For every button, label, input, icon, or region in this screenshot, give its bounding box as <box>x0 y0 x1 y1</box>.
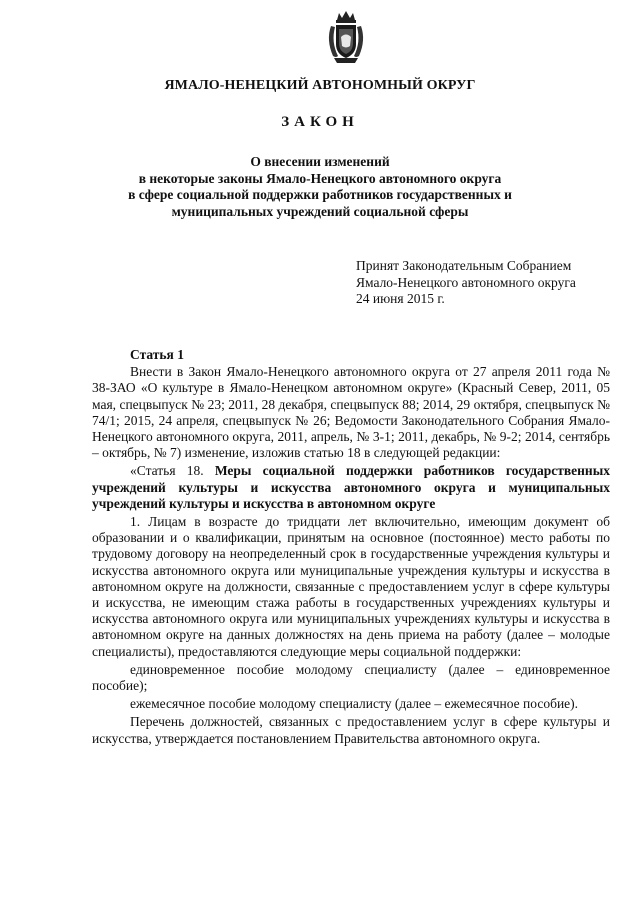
paragraph-4: Перечень должностей, связанных с предоставлением услуг в сфере культуры и искусства, утверждается постановлением Правительства автономного округа. <box>92 714 610 746</box>
document-type-title: ЗАКОН <box>281 114 359 130</box>
subject-line: О внесении изменений <box>250 154 390 169</box>
paragraph-intro: Внести в Закон Ямало-Ненецкого автономного округа от 27 апреля 2011 года № 38-ЗАО «О культуре в Ямало-Ненецком автономном округе» (Красный Север, 2011, 05 мая, спецвыпуск № 23; 2011, 28 декабря, спецвыпуск 88; 2014, 29 октября, спецвыпуск № 74/1; 2015, 24 апреля, спецвыпуск № 26; Ведомости Законодательного Собрания Ямало-Ненецкого автономного округа, 2011, апрель, № 3-1; 2011, декабрь, № 9-2; 2014, сентябрь – октябрь, № 7) изменение, изложив статью 18 в следующей редакции: <box>92 364 610 461</box>
quoted-article-title: Меры социальной поддержки работников государственных учреждений культуры и искусства автономного округа и муниципальных учреждений культуры и искусства в автономном округе <box>92 463 610 511</box>
law-subject <box>70 154 570 220</box>
subject-line: в сфере социальной поддержки работников государственных и <box>128 187 512 202</box>
region-title: ЯМАЛО-НЕНЕЦКИЙ АВТОНОМНЫЙ ОКРУГ <box>164 78 476 93</box>
paragraph-1: 1. Лицам в возрасте до тридцати лет включительно, имеющим документ об образовании и о квалификации, принятым на основное (постоянное) место работы по трудовому договору на неопределенный срок в государственные учреждения культуры и искусства автономного округа или муниципальные учреждения культуры и искусства в автономном округе на должности, связанные с предоставлением услуг в сфере культуры и искусства, не имеющим стажа работы в государственных учреждениях культуры и искусства автономного округа или муниципальных учреждениях культуры и искусства в автономном округе на данных должностях на день приема на работу (далее – молодые специалисты), предоставляются следующие меры социальной поддержки: <box>92 514 610 659</box>
quoted-article-heading <box>92 463 610 512</box>
quoted-article-number: «Статья 18. <box>130 463 204 479</box>
document-body <box>92 347 610 749</box>
adoption-note <box>356 258 616 308</box>
paragraph-3: ежемесячное пособие молодому специалисту (далее – ежемесячное пособие). <box>130 696 579 712</box>
adoption-line: Ямало-Ненецкого автономного округа <box>356 274 576 290</box>
adoption-line: Принят Законодательным Собранием <box>356 258 572 273</box>
paragraph-2: единовременное пособие молодому специалисту (далее – единовременное пособие); <box>92 661 610 694</box>
article-title: Статья 1 <box>130 347 184 362</box>
subject-line: муниципальных учреждений социальной сферы <box>171 203 469 219</box>
coat-of-arms-emblem <box>325 10 367 64</box>
adoption-date: 24 июня 2015 г. <box>356 291 445 306</box>
subject-line: в некоторые законы Ямало-Ненецкого автономного округа <box>138 170 502 186</box>
